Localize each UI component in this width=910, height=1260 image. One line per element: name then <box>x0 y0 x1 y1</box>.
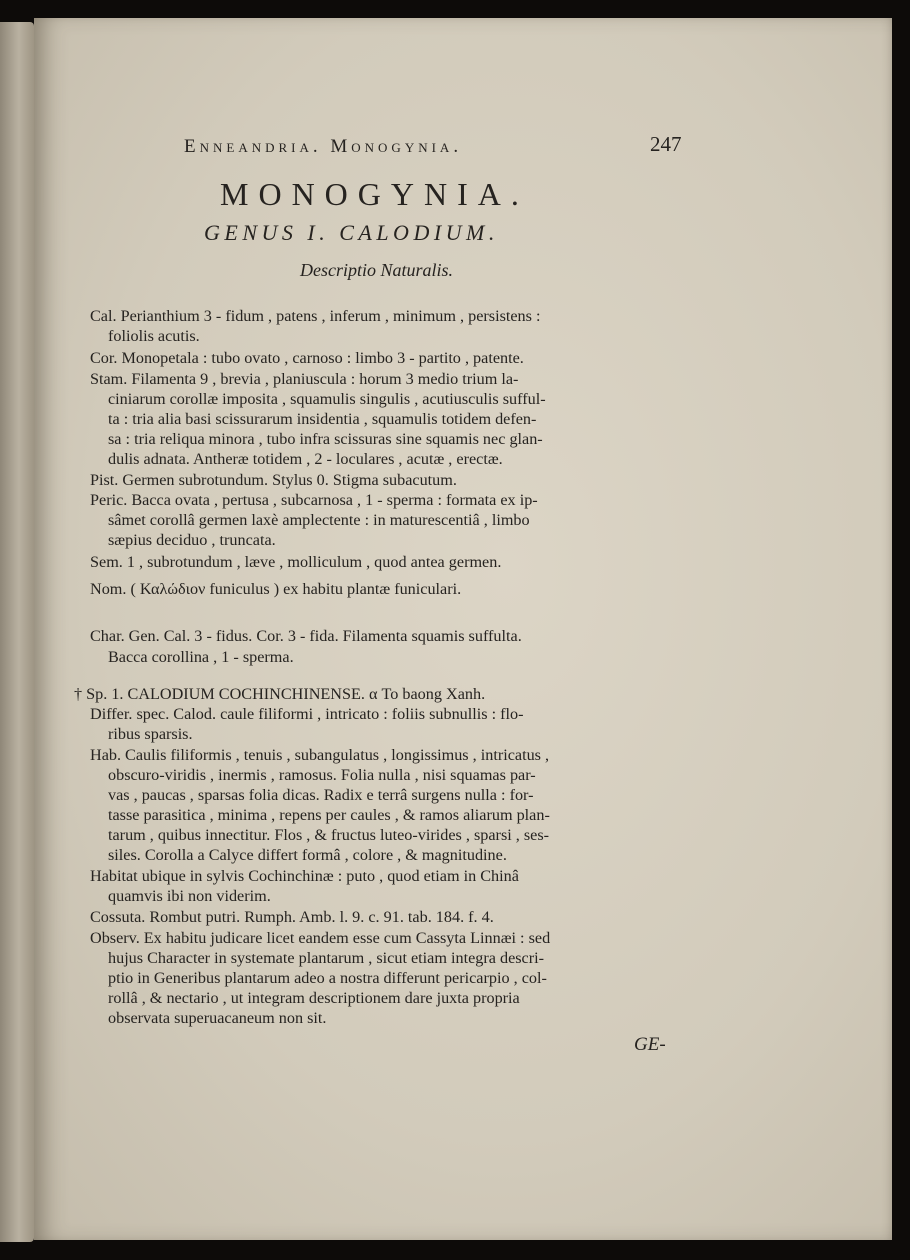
text-line: Bacca corollina , 1 - sperma. <box>108 648 294 666</box>
catchword: GE- <box>634 1034 666 1055</box>
text-line: rollâ , & nectario , ut integram descriptionem dare juxta propria <box>108 989 520 1007</box>
text-line: Stam. Filamenta 9 , brevia , planiuscula : horum 3 medio trium la- <box>90 370 519 388</box>
order-title: MONOGYNIA. <box>220 176 529 212</box>
text-line: Habitat ubique in sylvis Cochinchinæ : puto , quod etiam in Chinâ <box>90 867 519 885</box>
page-number: 247 <box>650 132 682 156</box>
text-line: sæpius deciduo , truncata. <box>108 531 276 549</box>
text-line: sa : tria reliqua minora , tubo infra scissuras sine squamis nec glan- <box>108 430 543 448</box>
text-line: dulis adnata. Antheræ totidem , 2 - loculares , acutæ , erectæ. <box>108 450 503 468</box>
text-line: Peric. Bacca ovata , pertusa , subcarnosa , 1 - sperma : formata ex ip- <box>90 491 538 509</box>
text-line: † Sp. 1. CALODIUM COCHINCHINENSE. α To baong Xanh. <box>74 685 486 703</box>
running-title: Enneandria. Monogynia. <box>184 136 463 157</box>
text-line: ptio in Generibus plantarum adeo a nostra differunt pericarpio , col- <box>108 969 547 987</box>
text-line: ciniarum corollæ imposita , squamulis singulis , acutiusculis sufful- <box>108 390 546 408</box>
text-line: Cal. Perianthium 3 - fidum , patens , inferum , minimum , persistens : <box>90 307 541 325</box>
book-page <box>34 18 892 1240</box>
text-line: sâmet corollâ germen laxè amplectente : in maturescentiâ , limbo <box>108 511 530 529</box>
text-line: Observ. Ex habitu judicare licet eandem esse cum Cassyta Linnæi : sed <box>90 929 551 947</box>
text-line: Pist. Germen subrotundum. Stylus 0. Stigma subacutum. <box>90 471 457 489</box>
genus-title: GENUS I. CALODIUM. <box>204 220 499 245</box>
text-line: obscuro-viridis , inermis , ramosus. Folia nulla , nisi squamas par- <box>108 766 536 784</box>
text-line: hujus Character in systemate plantarum , sicut etiam integra descri- <box>108 949 545 967</box>
text-line: foliolis acutis. <box>108 327 200 345</box>
text-line: Differ. spec. Calod. caule filiformi , intricato : foliis subnullis : flo- <box>90 705 524 723</box>
text-line: tarum , quibus innectitur. Flos , & fructus luteo-virides , sparsi , ses- <box>108 826 550 844</box>
text-line: Nom. ( Καλώδιον funiculus ) ex habitu plantæ funiculari. <box>90 580 462 598</box>
text-line: ta : tria alia basi scissurarum insidentia , squamulis totidem defen- <box>108 410 537 428</box>
text-line: tasse parasitica , minima , repens per caules , & ramos aliarum plan- <box>108 806 550 824</box>
facing-page-edge <box>0 22 34 1242</box>
text-line: ribus sparsis. <box>108 725 193 743</box>
text-line: Cossuta. Rombut putri. Rumph. Amb. l. 9. c. 91. tab. 184. f. 4. <box>90 908 494 926</box>
section-title: Descriptio Naturalis. <box>300 260 454 280</box>
text-line: siles. Corolla a Calyce differt formâ , colore , & magnitudine. <box>108 846 507 864</box>
text-line: Sem. 1 , subrotundum , læve , molliculum , quod antea germen. <box>90 553 502 571</box>
text-line: Char. Gen. Cal. 3 - fidus. Cor. 3 - fida. Filamenta squamis suffulta. <box>90 627 522 645</box>
text-line: Cor. Monopetala : tubo ovato , carnoso : limbo 3 - partito , patente. <box>90 349 524 367</box>
text-line: quamvis ibi non viderim. <box>108 887 271 905</box>
text-line: Hab. Caulis filiformis , tenuis , subangulatus , longissimus , intricatus , <box>90 746 550 764</box>
text-line: vas , paucas , sparsas folia dicas. Radix e terrâ surgens nulla : for- <box>108 786 534 804</box>
text-line: observata superuacaneum non sit. <box>108 1009 327 1027</box>
